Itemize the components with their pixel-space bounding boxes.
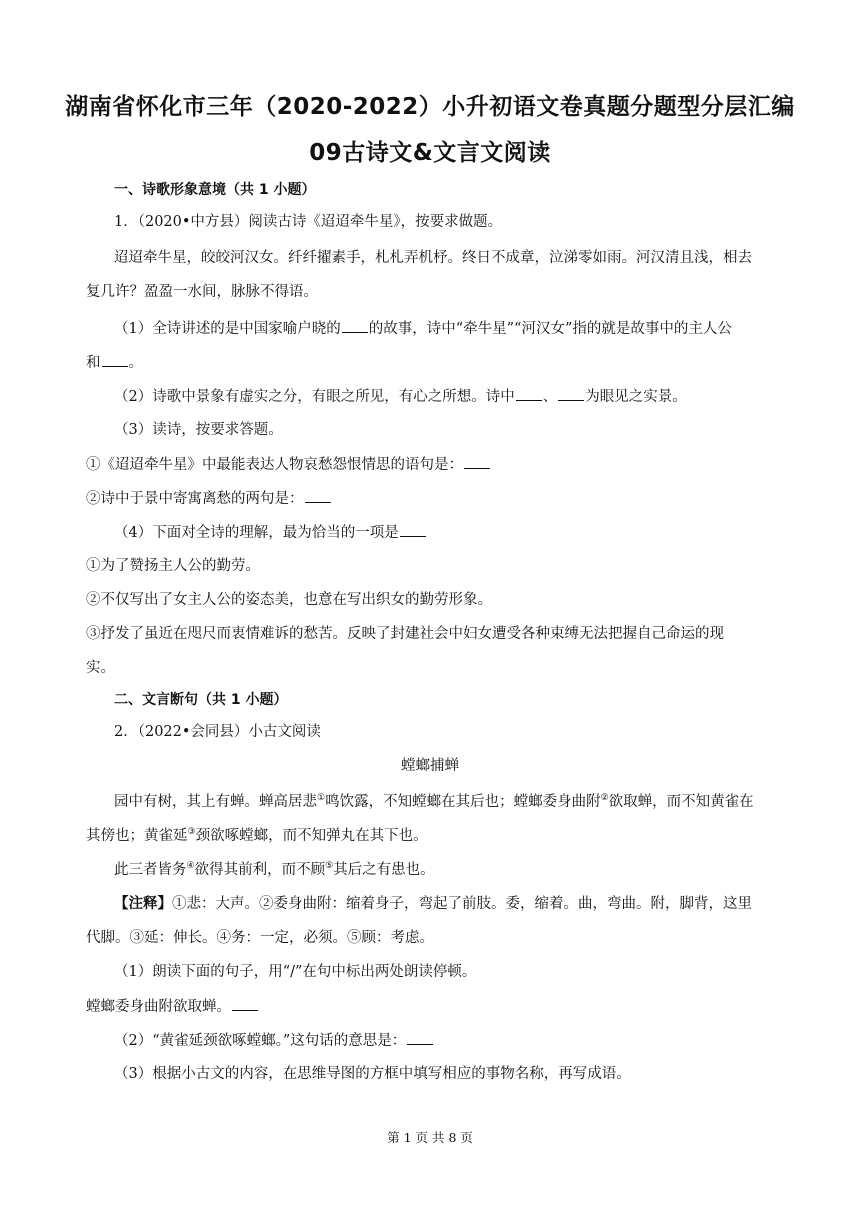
document-title-line-2: 09古诗文&文言文阅读 [309, 140, 551, 166]
option-3-line-2: 实。 [86, 660, 115, 676]
part-3-2-text: ②诗中于景中寄寓离愁的两句是： [86, 491, 304, 507]
part-1-text-c: 和 [86, 355, 101, 371]
passage-text: 此三者皆务 [114, 862, 187, 878]
section-1-heading: 一、诗歌形象意境（共 1 小题） [114, 182, 316, 198]
question-2-part-3: （3）根据小古文的内容，在思维导图的方框中填写相应的事物名称，再写成语。 [114, 1066, 631, 1082]
part-4-text: （4）下面对全诗的理解，最为恰当的一项是 [114, 525, 399, 541]
part-2-text-b: 、 [542, 389, 558, 405]
annotation-label: 【注释】 [114, 895, 172, 912]
answer-blank [464, 454, 490, 469]
question-1-part-1 [114, 318, 786, 339]
part-1-text-d: 。 [128, 355, 143, 371]
option-2: ②不仅写出了女主人公的姿态美，也意在写出织女的勤劳形象。 [86, 592, 492, 608]
answer-blank [400, 522, 426, 537]
part-2-text-c: 为眼见之实景。 [585, 389, 687, 405]
passage-line-1 [114, 792, 786, 812]
part-2-text-a: （2）诗歌中景象有虚实之分，有眼之所见，有心之所想。诗中 [114, 389, 515, 405]
answer-blank [342, 318, 368, 333]
answer-blank [407, 1030, 433, 1045]
option-3-line-1: ③抒发了虽近在咫尺而衷情难诉的愁苦。反映了封建社会中妇女遭受各种束缚无法把握自己命运的现 [86, 626, 724, 642]
answer-blank [558, 386, 584, 401]
answer-blank [516, 386, 542, 401]
question-1-intro: 1．（2020•中方县）阅读古诗《迢迢牵牛星》，按要求做题。 [114, 214, 503, 230]
question-2-part-1-sentence [86, 996, 786, 1017]
part-1-text-b: 的故事，诗中“牵牛星”“河汉女”指的就是故事中的主人公 [368, 321, 732, 337]
passage-text: 欲取蝉，而不知黄雀在 [608, 794, 754, 810]
poem-line-1: 迢迢牵牛星，皎皎河汉女。纤纤擢素手，札札弄机杼。终日不成章，泣涕零如雨。河汉清且浅，相去 [114, 250, 752, 266]
answer-blank [232, 996, 258, 1011]
part-3-1-text: ①《迢迢牵牛星》中最能表达人物哀愁怨恨情思的语句是： [86, 457, 463, 473]
annotation-line-2: 代脚。③延：伸长。④务：一定，必须。⑤顾：考虑。 [86, 930, 434, 946]
question-1-part-3-2 [86, 488, 786, 509]
part-1-text-a: （1）全诗讲述的是中国家喻户晓的 [114, 321, 341, 337]
document-title-line-1: 湖南省怀化市三年（2020-2022）小升初语文卷真题分题型分层汇编 [65, 94, 795, 120]
question-2-intro: 2．（2022•会同县）小古文阅读 [114, 724, 321, 740]
passage-text: 颈欲啄螳螂，而不知弹丸在其下也。 [195, 828, 428, 844]
footnote-mark: ⑤ [325, 861, 334, 872]
question-1-part-1-cont [86, 352, 786, 373]
passage-line-2 [86, 826, 786, 846]
annotation-text: ①悲：大声。②委身曲附：缩着身子，弯起了前肢。委，缩着。曲，弯曲。附，脚背，这里 [172, 896, 752, 912]
option-1: ①为了赞扬主人公的勤劳。 [86, 558, 260, 574]
footnote-mark: ① [317, 793, 326, 804]
footnote-mark: ② [600, 793, 609, 804]
question-1-part-2 [114, 386, 786, 407]
part-2-text: （2）“黄雀延颈欲啄螳螂。”这句话的意思是： [114, 1033, 407, 1049]
sentence-text: 螳螂委身曲附欲取蝉。 [86, 999, 231, 1015]
annotation-line-1 [114, 894, 786, 914]
passage-title: 螳螂捕蝉 [401, 758, 459, 774]
page-footer: 第 1 页 共 8 页 [387, 1130, 473, 1145]
section-2-heading: 二、文言断句（共 1 小题） [114, 692, 288, 708]
footnote-mark: ④ [186, 861, 195, 872]
question-1-part-3-1 [86, 454, 786, 475]
footnote-mark: ③ [187, 827, 196, 838]
passage-text: 其后之有患也。 [333, 862, 435, 878]
passage-text: 欲得其前利，而不顾 [194, 862, 326, 878]
passage-line-3 [114, 860, 786, 880]
answer-blank [102, 352, 128, 367]
question-2-part-2 [114, 1030, 786, 1051]
passage-text: 园中有树，其上有蝉。蝉高居悲 [114, 794, 317, 810]
passage-text: 其傍也；黄雀延 [86, 828, 188, 844]
question-1-part-3: （3）读诗，按要求答题。 [114, 422, 283, 438]
poem-line-2: 复几许？盈盈一水间，脉脉不得语。 [86, 284, 318, 300]
question-2-part-1: （1）朗读下面的句子，用“/”在句中标出两处朗读停顿。 [114, 964, 477, 980]
answer-blank [305, 488, 331, 503]
question-1-part-4 [114, 522, 786, 543]
passage-text: 鸣饮露，不知螳螂在其后也；螳螂委身曲附 [325, 794, 601, 810]
